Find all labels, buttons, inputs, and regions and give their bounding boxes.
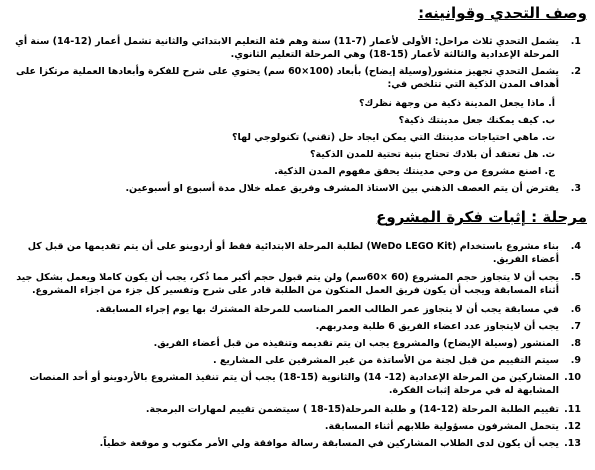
rule-number: 1. — [570, 36, 581, 47]
rule-text: المشابهة له في مرحلة إثبات الفكرة. — [388, 385, 559, 396]
rule-text: في مسابقة يجب أن لا يتجاوز عمر الطالب العمر المناسب للمرحلة المشترك بها يوم إجراء المسابقة. — [95, 304, 559, 315]
rule-item — [21, 437, 581, 450]
rule-text: المشاركين من المرحلة الإعدادية (12- 14) والثانوية (15-18) يجب أن يتم تنفيذ المشروع بالأردوينو أو أحد المنصات — [29, 372, 559, 383]
rule-item — [21, 240, 581, 266]
rule-text: تقييم الطلبة المرحلة (12-14) و طلبة المرحلة(15-18 ) سيتضمن تقييم لمهارات البرمجة. — [145, 404, 559, 415]
rule-text: يشمل التحدي تجهيز منشور(وسيلة إيضاح) بأبعاد (100×60 سم) يحتوي على شرح للفكرة وأبعادها العملية مرتكزا على — [16, 66, 559, 77]
rule-item — [21, 354, 581, 367]
rule-number: 3. — [570, 183, 581, 194]
rule-text: أعضاء الفريق. — [492, 254, 559, 265]
rule-number: 10. — [564, 372, 581, 383]
rule-item — [21, 420, 581, 433]
rule-text: أهداف المدن الذكية التي تتلخص في: — [387, 79, 559, 90]
rule-text: يفترض أن يتم العصف الذهني بين الاستاذ المشرف وفريق عمله خلال مدة أسبوع او أسبوعين. — [125, 183, 559, 194]
rule-item — [21, 320, 581, 333]
rule-item — [15, 35, 581, 61]
rule-item — [21, 182, 581, 195]
sub-item: ب. كيف يمكنك جعل مدينتك ذكية؟ — [398, 115, 555, 126]
rule-number: 7. — [570, 321, 581, 332]
rule-text: سيتم التقييم من قبل لجنة من الأساتذة من غير المشرفين على المشاريع . — [212, 355, 559, 366]
sub-item: ت. ماهي احتياجات مدينتك التي يمكن ايجاد حل (تقني) تكنولوجي لها؟ — [232, 132, 555, 143]
rule-text: المرحلة الإعدادية والثالثة لأعمار (15-18) وهي المرحلة التعليم الثانوي. — [230, 49, 559, 60]
proof-of-concept-heading: مرحلة : إثبات فكرة المشروع — [376, 208, 587, 226]
challenge-rules-heading: وصف التحدي وقوانينه: — [418, 4, 587, 22]
rule-text: بناء مشروع باستخدام (WeDo LEGO Kit) لطلبة المرحلة الابتدائية فقط أو أردوينو على أن يتم تقديمها من قبل كل — [27, 241, 559, 252]
rule-number: 5. — [570, 272, 581, 283]
rule-item — [16, 271, 581, 297]
rule-item — [16, 65, 581, 91]
rule-text: يجب أن يكون لدى الطلاب المشاركين في المسابقة رسالة موافقة ولي الأمر مكتوب و موقعة خطياً. — [99, 438, 559, 449]
rule-item — [21, 337, 581, 350]
rule-text: يشمل التحدي ثلاث مراحل: الأولى لأعمار (7-11) سنة وهم فئة التعليم الابتدائي والثانية تشمل أعمار (12-14) سنة أي — [15, 36, 559, 47]
rule-item — [21, 303, 581, 316]
rule-text: يتحمل المشرفون مسؤولية طلابهم أثناء المسابقة. — [324, 421, 559, 432]
rule-number: 4. — [570, 241, 581, 252]
rule-number: 6. — [570, 304, 581, 315]
rule-number: 8. — [570, 338, 581, 349]
rule-text: يجب أن لا يتجاوز حجم المشروع (60 ×60سم) ولن يتم قبول حجم أكبر مما ذُكر، يجب أن يكون كاملا ويعمل بشكل جيد — [16, 272, 559, 283]
rule-number: 13. — [564, 438, 581, 449]
rule-number: 12. — [564, 421, 581, 432]
sub-item: ث. هل تعتقد أن بلادك تحتاج بنية تحتية للمدن الذكية؟ — [310, 149, 555, 160]
rule-text: المنشور (وسيلة الإيضاح) والمشروع يجب ان يتم تقديمه وتنفيذه من قبل أعضاء الفريق. — [153, 338, 559, 349]
rule-item — [21, 371, 581, 397]
rule-number: 9. — [570, 355, 581, 366]
sub-item: أ. ماذا يجعل المدينة ذكية من وجهة نظرك؟ — [359, 98, 555, 109]
rule-text: يجب أن لايتجاوز عدد اعضاء الفريق 6 طلبة ومدربهم. — [315, 321, 559, 332]
rule-number: 2. — [570, 66, 581, 77]
sub-item: ج. اصنع مشروع من وحي مدينتك يحقق مفهوم المدن الذكية. — [274, 166, 555, 177]
rule-number: 11. — [564, 404, 581, 415]
rule-item — [21, 403, 581, 416]
rule-text: أثناء المسابقة ويجب أن يكون فريق العمل المتكون من الطلبة قادر على شرح وتفسير كل جزء من اجزاء المشروع. — [31, 285, 559, 296]
